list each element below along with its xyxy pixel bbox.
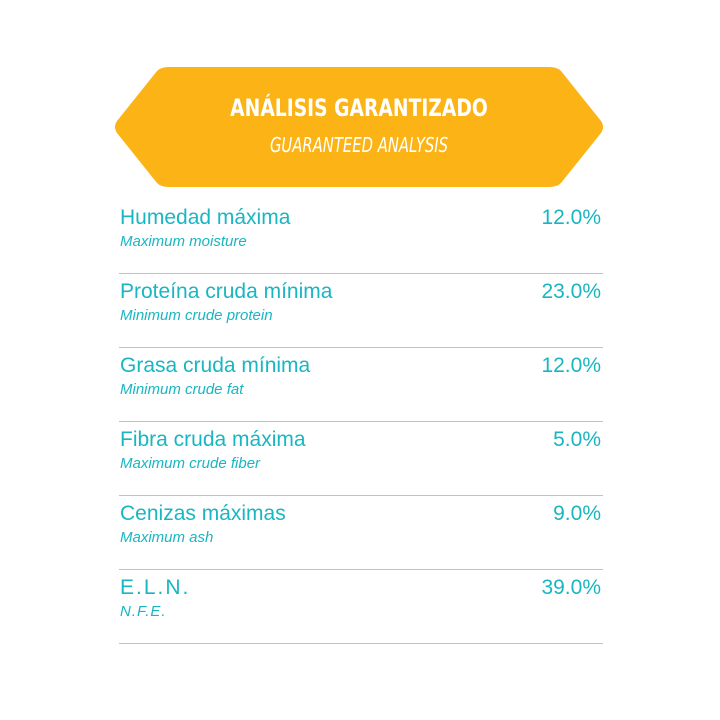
banner-title: ANÁLISIS GARANTIZADO (230, 94, 488, 122)
row-label-spanish: Grasa cruda mínima (120, 354, 311, 377)
table-row (119, 496, 603, 570)
row-label-spanish: Humedad máxima (120, 206, 291, 229)
row-label-english: N.F.E. (120, 603, 167, 620)
table-row (119, 570, 603, 644)
row-label-english: Minimum crude fat (120, 381, 244, 398)
analysis-table (119, 200, 603, 644)
row-value: 39.0% (541, 576, 601, 599)
row-label-spanish: E.L.N. (120, 576, 191, 599)
row-value: 23.0% (541, 280, 601, 303)
row-value: 5.0% (553, 428, 601, 451)
row-label-english: Minimum crude protein (120, 307, 273, 324)
row-label-english: Maximum moisture (120, 233, 247, 250)
header-banner (113, 67, 605, 187)
banner-hexagon-shape (113, 67, 605, 187)
row-value: 12.0% (541, 354, 601, 377)
row-label-english: Maximum crude fiber (120, 455, 261, 472)
table-row (119, 200, 603, 274)
row-value: 12.0% (541, 206, 601, 229)
row-label-spanish: Fibra cruda máxima (120, 428, 306, 451)
banner-subtitle: GUARANTEED ANALYSIS (269, 133, 449, 157)
table-row (119, 348, 603, 422)
row-label-english: Maximum ash (120, 529, 214, 546)
row-value: 9.0% (553, 502, 601, 525)
row-label-spanish: Cenizas máximas (120, 502, 286, 525)
table-row (119, 274, 603, 348)
table-row (119, 422, 603, 496)
row-label-spanish: Proteína cruda mínima (120, 280, 333, 303)
